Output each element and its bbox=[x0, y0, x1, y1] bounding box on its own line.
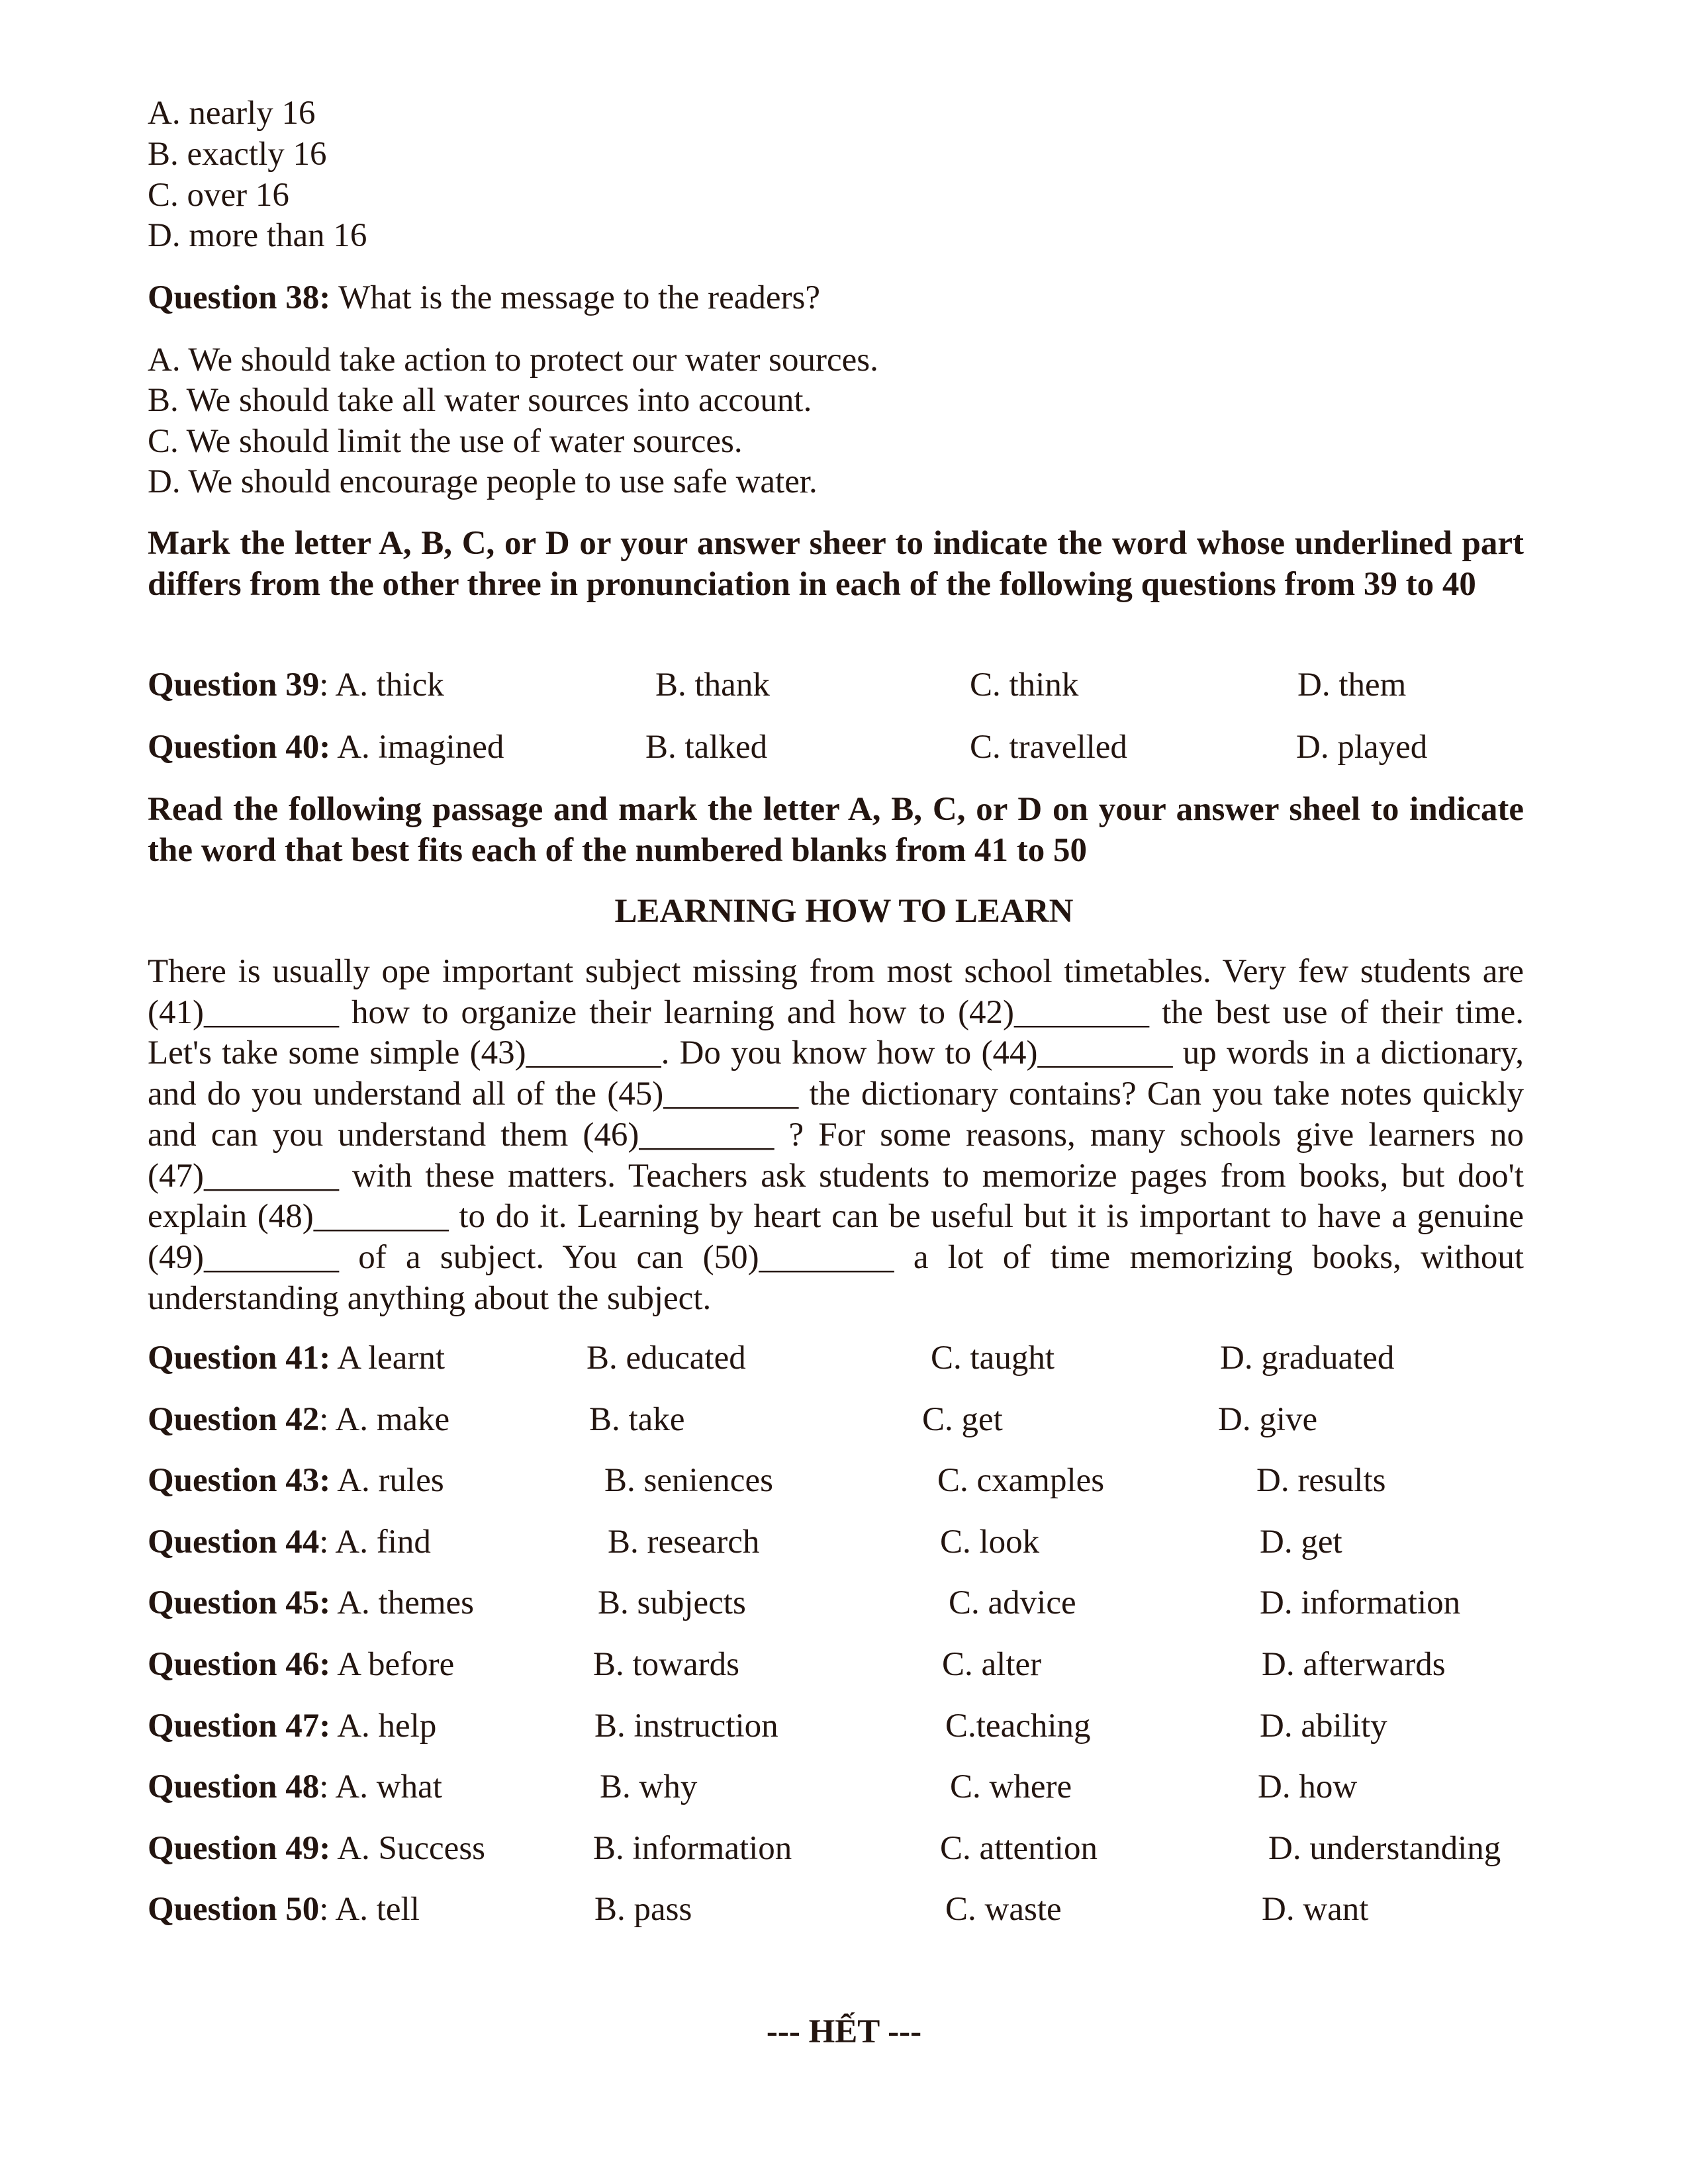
question-label: Question 38: bbox=[148, 279, 331, 316]
option-c: C. travelled bbox=[970, 729, 1127, 766]
option-c: C. cxamples bbox=[937, 1462, 1105, 1500]
option-a: A. help bbox=[337, 1707, 437, 1745]
q37-option-b: B. exactly 16 bbox=[148, 136, 327, 173]
option-c: C. attention bbox=[940, 1829, 1098, 1867]
option-b: B. towards bbox=[593, 1646, 739, 1683]
q37-option-c: C. over 16 bbox=[148, 177, 289, 214]
option-c: C. where bbox=[950, 1768, 1072, 1806]
option-b: B. subjects bbox=[598, 1584, 746, 1622]
question-label: Question 43: bbox=[148, 1462, 331, 1500]
question-50 bbox=[148, 1889, 1538, 1929]
option-d: D. graduated bbox=[1220, 1340, 1395, 1377]
option-a: A before bbox=[337, 1646, 455, 1683]
passage-title: LEARNING HOW TO LEARN bbox=[614, 893, 1074, 930]
option-c: C. look bbox=[940, 1523, 1040, 1561]
option-a: A. rules bbox=[337, 1462, 444, 1500]
option-b: B. talked bbox=[645, 729, 768, 766]
q37-option-d: D. more than 16 bbox=[148, 217, 367, 254]
option-a: A. tell bbox=[335, 1891, 420, 1929]
question-label: Question 41: bbox=[148, 1340, 331, 1377]
option-b: B. educated bbox=[586, 1340, 746, 1377]
question-49 bbox=[148, 1829, 1538, 1868]
option-a: A. Success bbox=[337, 1829, 486, 1867]
option-d: D. want bbox=[1262, 1891, 1369, 1929]
option-d: D. give bbox=[1218, 1400, 1318, 1438]
q38-option-d: D. We should encourage people to use safe water. bbox=[148, 463, 818, 500]
question-44 bbox=[148, 1522, 1538, 1562]
option-d: D. get bbox=[1260, 1523, 1342, 1561]
question-label: Question 45: bbox=[148, 1584, 331, 1622]
question-label: Question 49: bbox=[148, 1829, 331, 1867]
option-b: B. instruction bbox=[594, 1707, 778, 1745]
option-d: D. information bbox=[1260, 1584, 1461, 1622]
passage-instruction: Read the following passage and mark the letter A, B, C, or D on your answer sheel to indicate the word that best fits each of the numbered blanks from 41 to 50 bbox=[148, 791, 1524, 869]
option-d: D. them bbox=[1297, 666, 1407, 704]
question-39 bbox=[148, 665, 1538, 705]
question-label: Question 46: bbox=[148, 1646, 331, 1683]
option-a: A. what bbox=[335, 1768, 442, 1806]
question-41 bbox=[148, 1338, 1538, 1378]
separator bbox=[330, 1340, 337, 1377]
question-40 bbox=[148, 727, 1538, 767]
question-38 bbox=[148, 278, 820, 318]
end-mark: --- HẾT --- bbox=[766, 2013, 922, 2050]
option-d: D. ability bbox=[1260, 1707, 1387, 1745]
question-label: Question 48 bbox=[148, 1768, 320, 1806]
question-46 bbox=[148, 1645, 1538, 1684]
separator bbox=[330, 1830, 337, 1867]
pronunciation-instruction: Mark the letter A, B, C, or D or your answer sheer to indicate the word whose underlined part differs from the other three in pronunciation in each of the following questions from 39 to 40 bbox=[148, 525, 1524, 603]
separator: : bbox=[319, 1768, 336, 1806]
option-c: C. alter bbox=[942, 1646, 1042, 1683]
option-b: B. seniences bbox=[604, 1462, 773, 1500]
separator: : bbox=[319, 1523, 336, 1561]
separator: : bbox=[319, 1891, 336, 1929]
separator bbox=[330, 1462, 337, 1499]
option-a: A. thick bbox=[335, 666, 444, 704]
question-48 bbox=[148, 1767, 1538, 1807]
option-c: C. advice bbox=[949, 1584, 1076, 1622]
option-b: B. thank bbox=[655, 666, 770, 704]
question-label: Question 40: bbox=[148, 729, 331, 766]
question-label: Question 42 bbox=[148, 1400, 320, 1438]
question-43 bbox=[148, 1461, 1538, 1500]
option-c: C.teaching bbox=[945, 1707, 1091, 1745]
option-a: A. themes bbox=[337, 1584, 475, 1622]
option-b: B. research bbox=[608, 1523, 760, 1561]
question-text: What is the message to the readers? bbox=[330, 279, 820, 316]
question-45 bbox=[148, 1583, 1538, 1623]
option-b: B. pass bbox=[594, 1891, 692, 1929]
q38-option-a: A. We should take action to protect our water sources. bbox=[148, 341, 878, 379]
question-label: Question 50 bbox=[148, 1891, 320, 1929]
option-c: C. think bbox=[970, 666, 1079, 704]
option-c: C. get bbox=[922, 1400, 1003, 1438]
option-a: A. imagined bbox=[337, 729, 504, 766]
option-a: A. find bbox=[335, 1523, 431, 1561]
question-label: Question 47: bbox=[148, 1707, 331, 1745]
option-b: B. take bbox=[589, 1400, 685, 1438]
separator bbox=[330, 729, 337, 766]
option-c: C. waste bbox=[945, 1891, 1062, 1929]
option-c: C. taught bbox=[931, 1340, 1055, 1377]
question-label: Question 44 bbox=[148, 1523, 320, 1561]
option-a: A learnt bbox=[337, 1340, 445, 1377]
option-d: D. results bbox=[1256, 1462, 1386, 1500]
q38-option-c: C. We should limit the use of water sources. bbox=[148, 423, 743, 460]
passage-text: There is usually ope important subject missing from most school timetables. Very few students are (41)________ how to organize their learning and how to (42)________ the best use of their time. Let's take some simple (43)________. Do you know how to (44)________ up words in a dictionary, and do you understand all of the (45)________ the dictionary contains? Can you take notes quickly and can you understand them (46)________ ? For some reasons, many schools give learners no (47)________ with these matters. Teachers ask students to memorize pages from books, but doo't explain (48)________ to do it. Learning by heart can be useful but it is important to have a genuine (49)________ of a subject. You can (50)________ a lot of time memorizing books, without understanding anything about the subject. bbox=[148, 953, 1524, 1317]
separator: : bbox=[319, 1400, 336, 1438]
option-b: B. why bbox=[600, 1768, 698, 1806]
separator bbox=[330, 1707, 337, 1745]
option-d: D. understanding bbox=[1268, 1829, 1501, 1867]
separator: : bbox=[319, 666, 336, 704]
question-47 bbox=[148, 1706, 1538, 1746]
separator bbox=[330, 1584, 337, 1621]
question-label: Question 39 bbox=[148, 666, 320, 704]
option-d: D. played bbox=[1296, 729, 1428, 766]
q38-option-b: B. We should take all water sources into account. bbox=[148, 382, 812, 419]
option-d: D. how bbox=[1258, 1768, 1358, 1806]
question-42 bbox=[148, 1400, 1538, 1439]
option-d: D. afterwards bbox=[1262, 1646, 1446, 1683]
option-a: A. make bbox=[335, 1400, 450, 1438]
separator bbox=[330, 1646, 337, 1683]
q37-option-a: A. nearly 16 bbox=[148, 95, 316, 132]
option-b: B. information bbox=[593, 1829, 792, 1867]
